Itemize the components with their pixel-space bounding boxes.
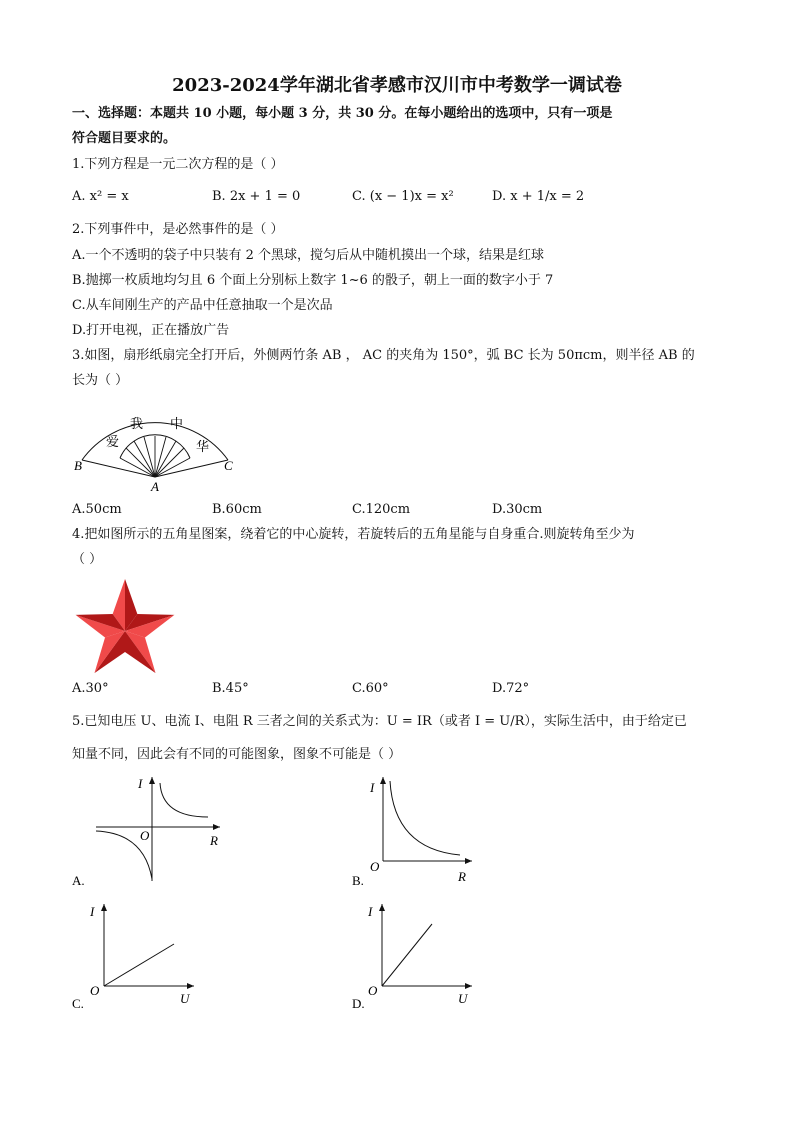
graph-c-letter: C. bbox=[72, 996, 84, 1011]
graph-d-x-label: U bbox=[458, 991, 468, 1006]
graph-a-y-label: I bbox=[138, 776, 143, 791]
q5-stem-line2: 知量不同，因此会有不同的可能图象，图象不可能是（ ） bbox=[72, 747, 402, 762]
q3-option-d: D.30cm bbox=[492, 502, 543, 517]
page-title: 2023-2024学年湖北省孝感市汉川市中考数学一调试卷 bbox=[172, 75, 622, 96]
q3-option-c: C.120cm bbox=[352, 502, 411, 517]
q4-option-c: C.60° bbox=[352, 681, 389, 696]
q3-option-b: B.60cm bbox=[212, 502, 262, 517]
q2-option-b: B.抛掷一枚质地均匀且 6 个面上分别标上数字 1~6 的骰子，朝上一面的数字小于 7 bbox=[72, 273, 554, 288]
graph-c-y-label: I bbox=[90, 904, 95, 919]
graph-a-curve-right bbox=[160, 783, 208, 817]
q2-stem: 2.下列事件中，是必然事件的是（ ） bbox=[72, 222, 284, 237]
graph-d-origin: O bbox=[368, 983, 378, 998]
q5-stem-line1: 5.已知电压 U、电流 I、电阻 R 三者之间的关系式为：U = IR（或者 I = U/R），实际生活中，由于给定已 bbox=[72, 714, 687, 729]
graph-d bbox=[350, 900, 490, 1012]
five-point-star bbox=[72, 575, 178, 675]
graph-d-x-arrow bbox=[465, 983, 472, 989]
q1-option-b: B. 2x + 1 = 0 bbox=[212, 189, 301, 204]
fan-char-4: 华 bbox=[196, 439, 210, 454]
graph-b bbox=[350, 775, 490, 891]
fan-label-b: B bbox=[74, 458, 82, 473]
graph-a-x-arrow bbox=[213, 824, 220, 830]
q3-option-a: A.50cm bbox=[72, 502, 122, 517]
graph-c-origin: O bbox=[90, 983, 100, 998]
q1-option-a: A. x² = x bbox=[72, 189, 129, 204]
graph-d-y-label: I bbox=[368, 904, 373, 919]
q4-stem-line2: （ ） bbox=[72, 552, 103, 567]
graph-c-line bbox=[104, 944, 174, 986]
graph-c-y-arrow bbox=[101, 904, 107, 911]
fan-char-3: 中 bbox=[170, 416, 184, 431]
graph-a-x-label: R bbox=[210, 833, 218, 848]
q3-stem-line1: 3.如图，扇形纸扇完全打开后，外侧两竹条 AB ， AC 的夹角为 150°，弧 BC 长为 50πcm，则半径 AB 的 bbox=[72, 348, 695, 363]
fan-side-ab bbox=[82, 460, 155, 477]
graph-a-y-arrow bbox=[149, 777, 155, 784]
q1-option-d: D. x + 1/x = 2 bbox=[492, 189, 585, 204]
graph-b-origin: O bbox=[370, 859, 380, 874]
fan-figure bbox=[70, 396, 250, 496]
q2-option-d: D.打开电视，正在播放广告 bbox=[72, 323, 230, 338]
graph-b-letter: B. bbox=[352, 873, 364, 888]
q4-option-a: A.30° bbox=[72, 681, 109, 696]
fan-char-1: 爱 bbox=[106, 434, 120, 449]
graph-b-y-arrow bbox=[380, 777, 386, 784]
fan-side-ac bbox=[155, 460, 228, 477]
section-heading-line1: 一、选择题：本题共 10 小题，每小题 3 分，共 30 分。在每小题给出的选项中，只有一项是 bbox=[72, 106, 613, 121]
graph-b-y-label: I bbox=[370, 780, 375, 795]
graph-d-letter: D. bbox=[352, 996, 365, 1011]
q4-stem-line1: 4.把如图所示的五角星图案，绕着它的中心旋转，若旋转后的五角星能与自身重合.则旋转角至少为 bbox=[72, 527, 635, 542]
fan-char-2: 我 bbox=[130, 416, 144, 431]
graph-a-letter: A. bbox=[72, 873, 85, 888]
graph-c-x-label: U bbox=[180, 991, 190, 1006]
graph-c bbox=[72, 900, 212, 1012]
fan-label-c: C bbox=[224, 458, 233, 473]
q1-option-c: C. (x − 1)x = x² bbox=[352, 189, 454, 204]
q2-option-a: A.一个不透明的袋子中只装有 2 个黑球，搅匀后从中随机摸出一个球，结果是红球 bbox=[72, 248, 545, 263]
graph-d-line bbox=[382, 924, 432, 986]
graph-a bbox=[72, 773, 242, 889]
section-heading-line2: 符合题目要求的。 bbox=[72, 131, 177, 146]
graph-b-curve bbox=[390, 781, 460, 855]
fan-label-a: A bbox=[151, 479, 159, 494]
q2-option-c: C.从车间刚生产的产品中任意抽取一个是次品 bbox=[72, 298, 333, 313]
graph-a-origin: O bbox=[140, 828, 150, 843]
graph-c-x-arrow bbox=[187, 983, 194, 989]
graph-b-x-label: R bbox=[458, 869, 466, 884]
q3-stem-line2: 长为（ ） bbox=[72, 373, 129, 388]
q4-option-d: D.72° bbox=[492, 681, 530, 696]
q4-option-b: B.45° bbox=[212, 681, 249, 696]
graph-d-y-arrow bbox=[379, 904, 385, 911]
q1-stem: 1.下列方程是一元二次方程的是（ ） bbox=[72, 157, 284, 172]
graph-b-x-arrow bbox=[465, 858, 472, 864]
